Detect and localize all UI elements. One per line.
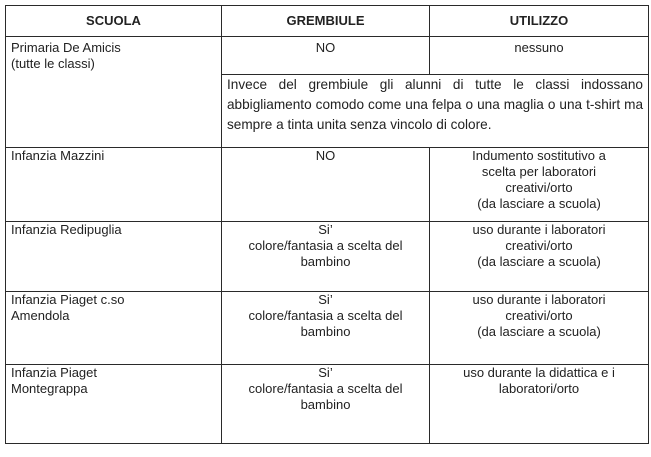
- apron-value: NO: [315, 40, 336, 55]
- use-line: scelta per laboratori: [481, 164, 597, 179]
- school-name-detail: Montegrappa: [11, 381, 88, 396]
- school-name-detail: Amendola: [11, 308, 70, 323]
- apron-detail: bambino: [300, 397, 351, 412]
- use-line: (da lasciare a scuola): [477, 324, 601, 339]
- school-cell: [6, 365, 222, 444]
- use-line: creativi/orto: [505, 308, 573, 323]
- school-name: Primaria De Amicis: [11, 40, 121, 55]
- apron-cell: [222, 148, 430, 222]
- use-cell: [430, 292, 649, 365]
- apron-cell: [222, 222, 430, 292]
- use-line: creativi/orto: [505, 180, 573, 195]
- apron-detail: colore/fantasia a scelta del: [248, 381, 403, 396]
- apron-value: Si’: [318, 365, 333, 380]
- header-school: SCUOLA: [6, 6, 222, 37]
- school-name: Infanzia Piaget c.so: [11, 292, 125, 307]
- apron-detail: bambino: [300, 324, 351, 339]
- school-name-detail: (tutte le classi): [11, 56, 95, 71]
- use-line: creativi/orto: [505, 238, 573, 253]
- table-row: [6, 292, 649, 365]
- use-line: uso durante la didattica e i: [463, 365, 615, 380]
- school-name: Infanzia Redipuglia: [11, 222, 122, 237]
- school-cell: [6, 222, 222, 292]
- school-name: Infanzia Piaget: [11, 365, 98, 380]
- use-cell: [430, 148, 649, 222]
- use-line: uso durante i laboratori: [472, 222, 606, 237]
- school-cell: [6, 37, 222, 148]
- note-text: Invece del grembiule gli alunni di tutte le classi indossano abbigliamento comodo come una felpa o una maglia o una t-shirt ma sempre a tinta unita senza vincolo di colore.: [227, 77, 643, 132]
- apron-value: Si’: [318, 222, 333, 237]
- school-cell: [6, 292, 222, 365]
- use-cell: [430, 365, 649, 444]
- header-use: UTILIZZO: [430, 6, 649, 37]
- table-row: [6, 365, 649, 444]
- use-line: laboratori/orto: [498, 381, 580, 396]
- use-line: Indumento sostitutivo a: [472, 148, 606, 163]
- use-cell: [430, 37, 649, 75]
- apron-detail: bambino: [300, 254, 351, 269]
- use-value: nessuno: [514, 40, 564, 55]
- apron-detail: colore/fantasia a scelta del: [248, 308, 403, 323]
- use-line: (da lasciare a scuola): [477, 254, 601, 269]
- note-cell: [222, 75, 649, 148]
- apron-detail: colore/fantasia a scelta del: [248, 238, 403, 253]
- school-cell: [6, 148, 222, 222]
- use-line: uso durante i laboratori: [472, 292, 606, 307]
- table-row: [6, 148, 649, 222]
- apron-cell: [222, 292, 430, 365]
- table-row: [6, 222, 649, 292]
- use-line: (da lasciare a scuola): [477, 196, 601, 211]
- apron-value: Si’: [318, 292, 333, 307]
- header-row: [6, 6, 649, 37]
- apron-cell: [222, 37, 430, 75]
- table-row: [6, 37, 649, 75]
- header-apron: GREMBIULE: [222, 6, 430, 37]
- apron-cell: [222, 365, 430, 444]
- use-cell: [430, 222, 649, 292]
- school-apron-table: [5, 5, 649, 444]
- school-name: Infanzia Mazzini: [11, 148, 105, 163]
- apron-value: NO: [315, 148, 336, 163]
